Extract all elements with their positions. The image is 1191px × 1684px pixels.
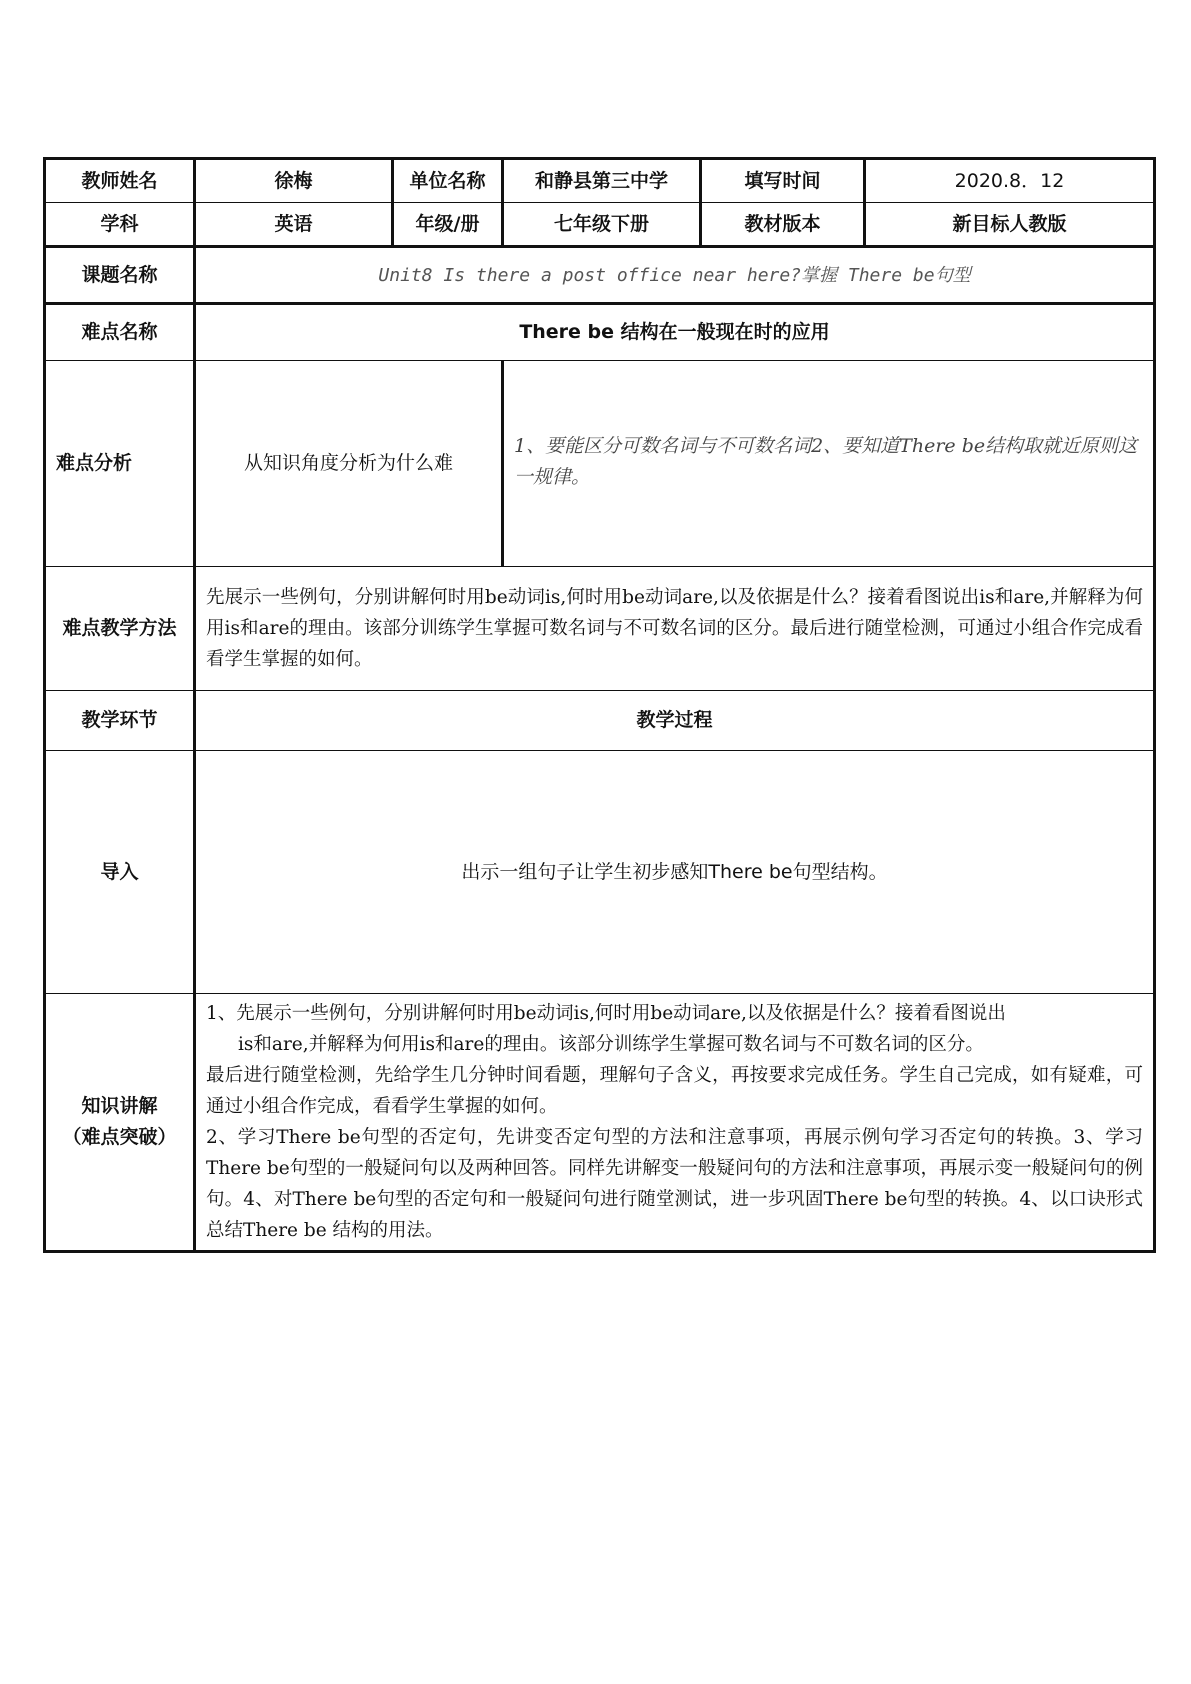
topic-label: 课题名称 <box>45 247 195 304</box>
analysis-row <box>45 361 1155 567</box>
explain-line-3: 最后进行随堂检测，先给学生几分钟时间看题，理解句子含义，再按要求完成任务。学生自己完成，如有疑难，可通过小组合作完成，看看学生掌握的如何。 <box>206 1065 1143 1117</box>
explain-line-2: is和are,并解释为何用is和are的理由。该部分训练学生掌握可数名词与不可数名词的区分。 <box>238 1034 984 1055</box>
edition-label: 教材版本 <box>701 203 865 247</box>
subject-value: 英语 <box>195 203 393 247</box>
intro-label: 导入 <box>45 751 195 994</box>
subject-label: 学科 <box>45 203 195 247</box>
explain-label-line2: （难点突破） <box>62 1126 177 1148</box>
grade-label: 年级/册 <box>393 203 503 247</box>
method-row <box>45 567 1155 691</box>
grade-value: 七年级下册 <box>503 203 701 247</box>
explain-label-line1: 知识讲解 <box>81 1095 158 1117</box>
difficulty-label: 难点名称 <box>45 304 195 361</box>
lesson-plan-table <box>43 157 1156 1253</box>
teacher-value: 徐梅 <box>195 159 393 203</box>
explain-value <box>195 994 1155 1252</box>
unit-label: 单位名称 <box>393 159 503 203</box>
explain-row <box>45 994 1155 1252</box>
explain-label <box>45 994 195 1252</box>
explain-line-4: 2、学习There be句型的否定句，先讲变否定句型的方法和注意事项，再展示例句学习否定句的转换。3、学习There be句型的一般疑问句以及两种回答。同样先讲解变一般疑问句的方法和注意事项，再展示变一般疑问句的例句。4、对There be句型的否定句和一般疑问句进行随堂测试，进一步巩固There be句型的转换。4、以口诀形式总结There be 结构的用法。 <box>206 1127 1143 1241</box>
info-row-2 <box>45 203 1155 247</box>
process-header-row <box>45 691 1155 751</box>
unit-value: 和静县第三中学 <box>503 159 701 203</box>
intro-row <box>45 751 1155 994</box>
process-label: 教学过程 <box>195 691 1155 751</box>
teacher-label: 教师姓名 <box>45 159 195 203</box>
explain-line-1: 1、先展示一些例句，分别讲解何时用be动词is,何时用be动词are,以及依据是什么？接着看图说出 <box>206 1003 1006 1024</box>
intro-value: 出示一组句子让学生初步感知There be句型结构。 <box>195 751 1155 994</box>
topic-value: Unit8 Is there a post office near here?掌握 There be句型 <box>195 247 1155 304</box>
analysis-label: 难点分析 <box>45 361 195 567</box>
analysis-value: 1、要能区分可数名词与不可数名词2、要知道There be结构取就近原则这一规律。 <box>503 361 1155 567</box>
method-label: 难点教学方法 <box>45 567 195 691</box>
edition-value: 新目标人教版 <box>865 203 1155 247</box>
lesson-plan-form <box>43 157 1153 1253</box>
topic-row <box>45 247 1155 304</box>
difficulty-row <box>45 304 1155 361</box>
difficulty-value: There be 结构在一般现在时的应用 <box>195 304 1155 361</box>
stage-label: 教学环节 <box>45 691 195 751</box>
info-row-1 <box>45 159 1155 203</box>
date-value: 2020.8．12 <box>865 159 1155 203</box>
method-value: 先展示一些例句，分别讲解何时用be动词is,何时用be动词are,以及依据是什么？接着看图说出is和are,并解释为何用is和are的理由。该部分训练学生掌握可数名词与不可数名词的区分。最后进行随堂检测，可通过小组合作完成看看学生掌握的如何。 <box>195 567 1155 691</box>
date-label: 填写时间 <box>701 159 865 203</box>
analysis-sub-label: 从知识角度分析为什么难 <box>195 361 503 567</box>
